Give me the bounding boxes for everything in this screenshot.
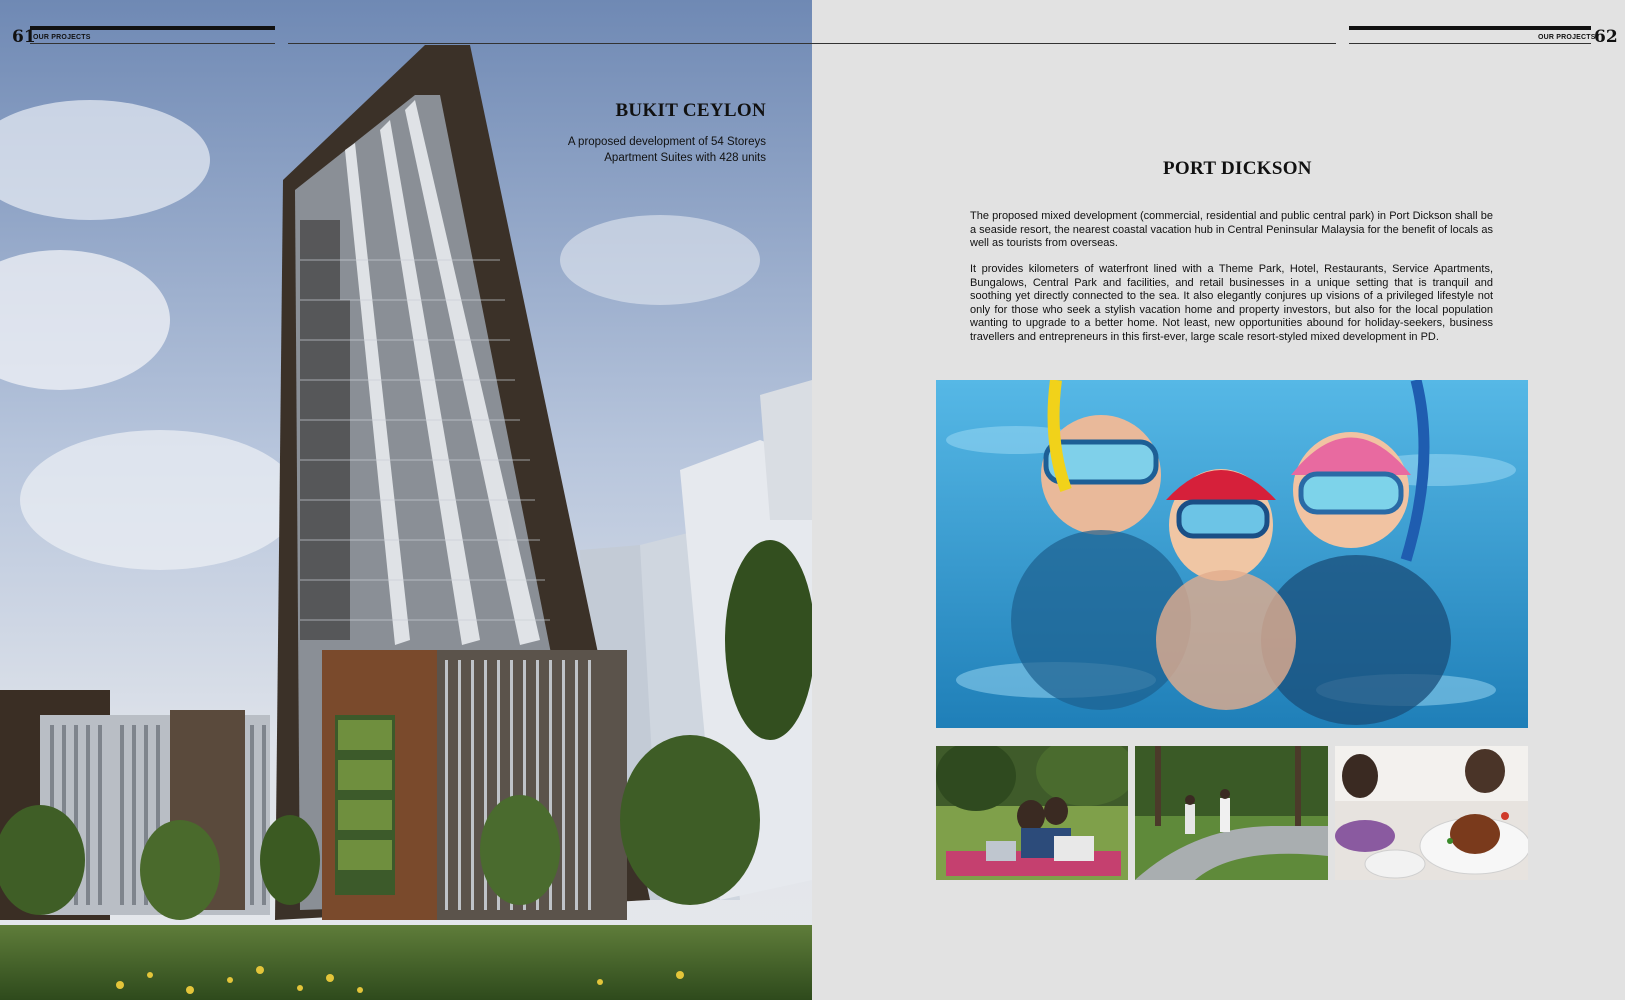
header-rule-thin [30,43,275,44]
subtitle-line-2: Apartment Suites with 428 units [604,152,766,164]
header-rule-thick-right [1349,26,1591,30]
section-tag-left: OUR PROJECTS [33,34,91,41]
port-dickson-title: PORT DICKSON [1163,158,1312,179]
header-rule-thin-right [1349,43,1591,44]
port-dickson-paragraph-1: The proposed mixed development (commercial, residential and public central park) in Port Dickson shall be a seaside resort, the nearest coastal vacation hub in Central Peninsular Malaysia for the benefit of locals as well as tourists from overseas. [970,210,1493,249]
page-number-right: 62 [1594,27,1618,47]
bukit-ceylon-title: BUKIT CEYLON [615,100,766,121]
park-family-photo [936,746,1128,880]
restaurant-dining-photo [1335,746,1528,880]
subtitle-line-1: A proposed development of 54 Storeys [567,136,766,148]
page-number-left: 61 [12,27,36,47]
header-rule-long-right [812,43,1336,44]
bukit-ceylon-subtitle [568,134,766,166]
pool-kids-photo [936,380,1528,728]
port-dickson-paragraph-2: It provides kilometers of waterfront lined with a Theme Park, Hotel, Restaurants, Service Apartments, Bungalows, Central Park and facilities, and retail businesses in a unique setting that is tranquil and soothing yet directly connected to the sea. It also elegantly conjures up visions of a privileged lifestyle not only for those who seek a stylish vacation home and property investors, but also for the local population wanting to upgrade to a better home. Not least, new opportunities abound for holiday-seekers, business travellers and entrepreneurs in this first-ever, large scale resort-styled mixed development in PD. [970,263,1493,343]
left-page [0,0,812,1000]
header-rule-long [288,43,812,44]
section-tag-right: OUR PROJECTS [1538,34,1596,41]
header-rule-thick [30,26,275,30]
jogging-path-photo [1135,746,1328,880]
